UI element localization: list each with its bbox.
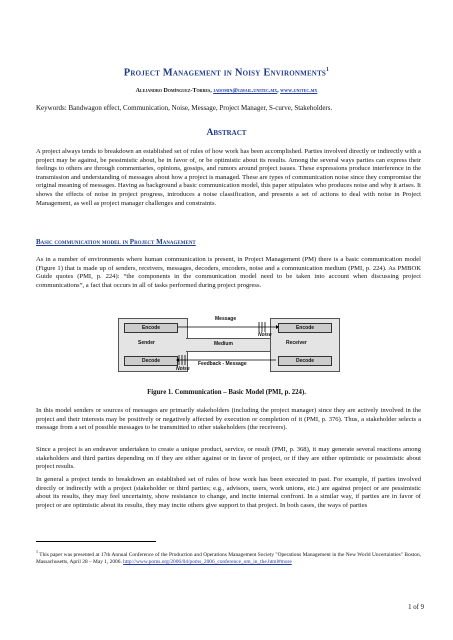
footnote-link[interactable]: http://www.poms.org/2006/04/poms_2006_conference_om_in_the.html#more [123,558,292,565]
footnote-mark: 1 [36,549,38,554]
author-line [0,88,453,94]
figure-caption: Figure 1. Communication – Basic Model (PMI, p. 224). [147,389,306,396]
feedback-arrowhead [176,358,179,362]
author-separator: , [277,88,281,94]
figure-arrows [118,314,338,376]
receiver-label: Receiver [286,340,307,346]
receiver-decode-box: Decode [278,356,332,366]
message-arrowhead [276,325,279,329]
paper-title-text: Project Management in Noisy Environments [123,67,327,79]
sender-encode-box: Encode [124,323,178,333]
receiver-encode-box: Encode [278,323,332,333]
footnote-text: This paper was presented at 17th Annual Conference of the Production and Operations Management Society "Operations Management in the New World Uncertainties" Boston, Massachusetts, April 28 – May 1, 2006. [36,551,421,565]
author-website-link[interactable]: www.unitec.mx [280,88,318,94]
author-name: Alejandro Domínguez-Torres, [135,88,212,94]
body-paragraph-2: Since a project is an endeavor undertaken to create a unique product, service, or result (PMI, p. 368), it may generate several reactions among stakeholders and third parties depending on if they are either against or in favor of project, or if they are either optimistic or pessimistic about project results. [36,446,421,471]
paper-title [0,67,453,79]
communication-model-figure [118,314,338,376]
medium-label: Medium [214,341,233,347]
message-label: Message [215,316,237,322]
footnote-rule [36,541,156,542]
body-paragraph-3: In general a project tends to breakdown an established set of rules of how work has been executed in past. For example, if parties involved directly or indirectly with a project (stakeholder or third parties; e.g., advisors, users, work unions, etc.) are against project or are pessimistic about its results, they may feel uncertainty, show resistance to change, and incite internal confront. In a similar way, if parties are in favor of project or are optimistic about its results, they may incite others give support to that project. In both cases, the ways of parties [36,476,421,509]
page-number: 1 of 9 [408,604,424,611]
abstract-heading: Abstract [206,128,247,138]
keywords-line: Keywords: Bandwagon effect, Communication, Noise, Message, Project Manager, S-curve, Stakeholders. [36,104,333,112]
sender-decode-box: Decode [124,356,178,366]
sender-label: Sender [138,340,155,346]
section-heading: Basic communication model in Project Management [36,238,196,246]
title-footnote-mark: 1 [326,67,330,73]
feedback-label: Feedback - Message [198,361,247,367]
footnote [36,548,421,566]
abstract-paragraph: A project always tends to breakdown an established set of rules of how work has been accomplished. Parties involved directly or indirectly with a project may be against, be pessimistic about, be in favor of, or be optimistic about its results. Among the several ways parties can express their feelings to others are through commentaries, opinions, gossips, and rumors around project issues. These expressions produce interference in the transmission and understanding of messages about how a project is managed. These are types of communication noise since they compromise the original meaning of messages. Having as background a basic communication model, this paper stipulates who produces noise and why it arises. It shows the effects of noise in project progress, introduces a noise classification, and presents a set of actions to deal with noise in Project Management, as well as project manager challenges and constraints. [36,148,421,207]
noise-top-label: Noise [258,332,272,338]
section-paragraph: As in a number of environments where human communication is present, in Project Management (PM) there is a basic communication model (Figure 1) that is made up of senders, receivers, messages, decoders, encoders, noise and a communication medium (PMI, p. 224). As PMBOK Guide quotes (PMI, p. 224): “the components in the communication model need to be taken into account when discussing project communications”, a fact that occurs in all of tasks performed during project progress. [36,256,421,289]
author-email-link[interactable]: jadomin@gmail.unitec.mx [213,88,278,94]
noise-bottom-label: Noise [176,366,190,372]
body-paragraph-1: In this model senders or sources of messages are primarily stakeholders (including the project manager) since they are actively involved in the project and their interests may be positively or negatively affected by execution or completion of it (PMI, p. 376). Thus, a stakeholder selects a message from a set of possible messages to be transmitted to other stakeholders (the receivers). [36,407,421,432]
